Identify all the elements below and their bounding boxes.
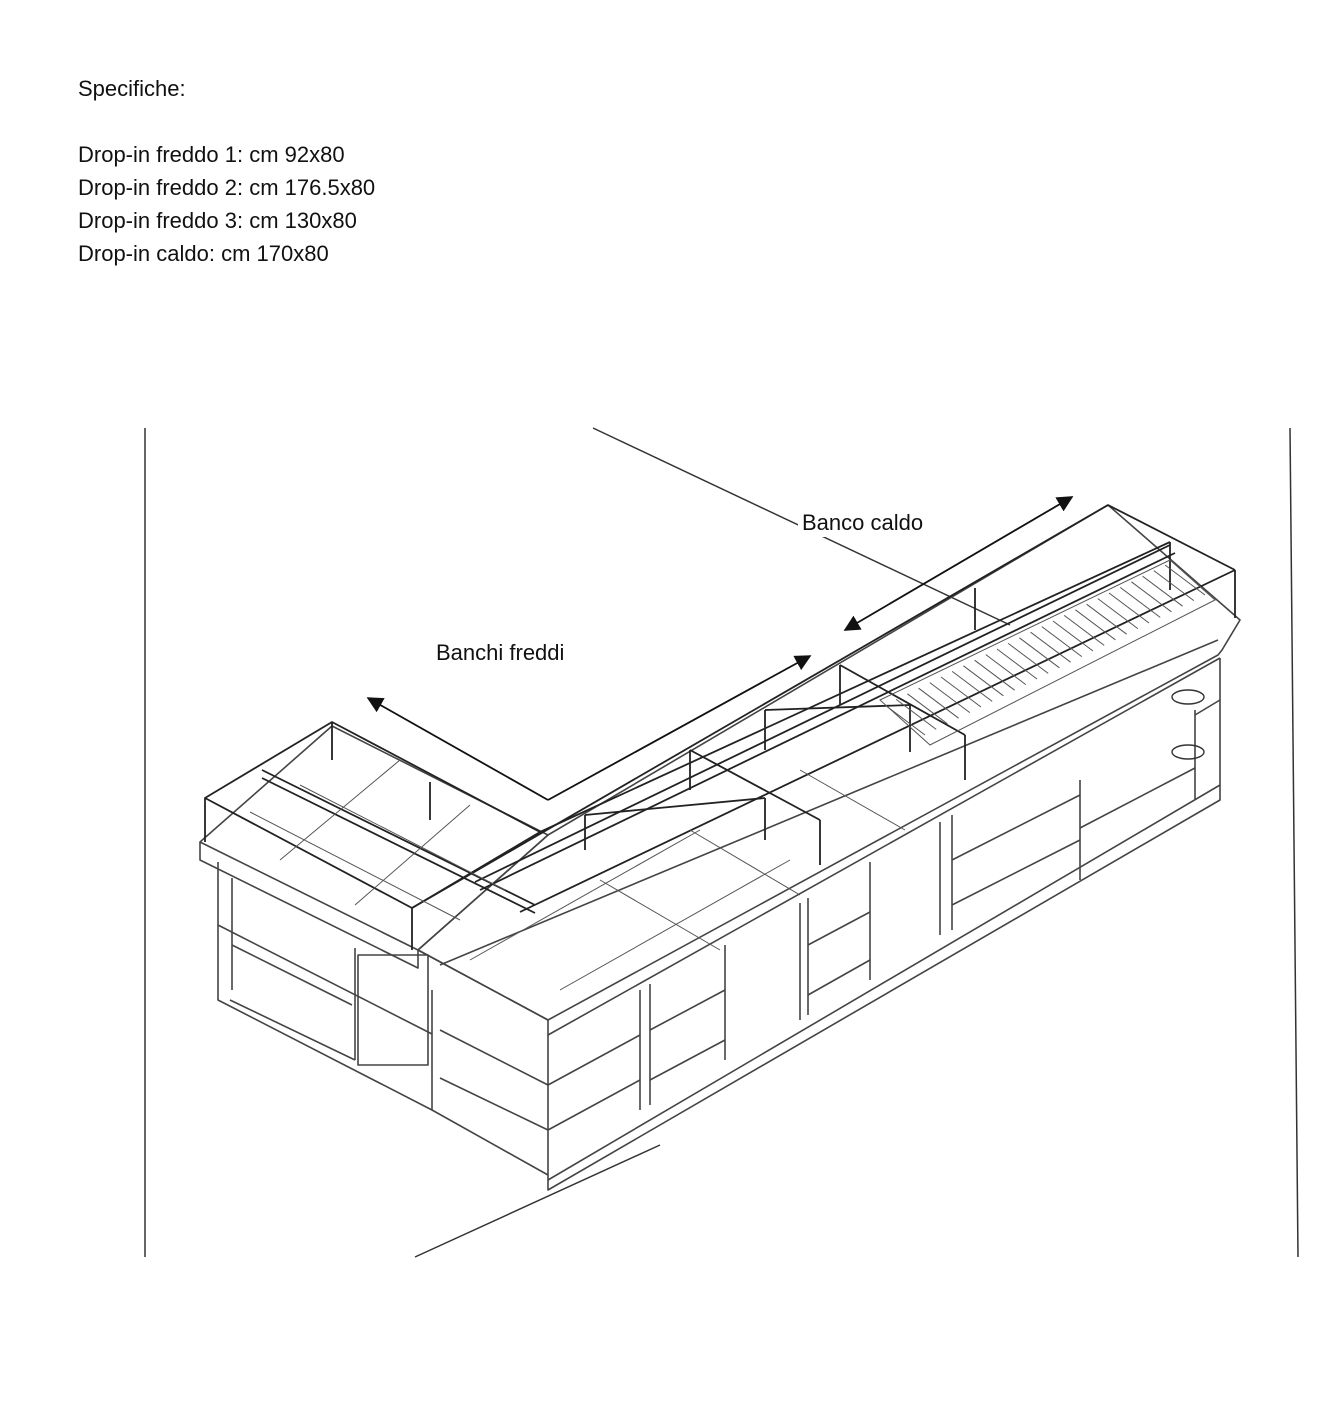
spec-line-caldo: Drop-in caldo: cm 170x80: [78, 241, 329, 266]
grill-slat: [1131, 582, 1171, 612]
grill-slat: [896, 699, 936, 729]
grill-slat: [1098, 599, 1138, 629]
counter-end-holes: [1172, 690, 1204, 759]
label-banchi-freddi: Banchi freddi: [436, 640, 565, 665]
specifications-heading: Specifiche:: [78, 76, 186, 101]
sneeze-guards: [205, 505, 1235, 950]
grill-slat: [1120, 587, 1160, 617]
grill-slat: [941, 677, 981, 707]
grill-slat: [907, 694, 947, 724]
spec-line-freddo-2: Drop-in freddo 2: cm 176.5x80: [78, 175, 376, 200]
sheet-frame-lines: [145, 428, 1298, 1257]
spec-line-freddo-1: Drop-in freddo 1: cm 92x80: [78, 142, 345, 167]
grill-slat: [1165, 565, 1205, 595]
grill-slat: [1087, 604, 1127, 634]
grill-slat: [1064, 615, 1104, 645]
cold-right-arrow: [548, 656, 810, 800]
grill-slat: [930, 683, 970, 713]
cold-left-arrow: [368, 698, 548, 800]
grill-slat: [919, 688, 959, 718]
grill-slat: [1109, 593, 1149, 623]
grill-slat: [1143, 576, 1183, 606]
spec-line-freddo-3: Drop-in freddo 3: cm 130x80: [78, 208, 357, 233]
grill-slat: [1075, 610, 1115, 640]
label-banco-caldo: Banco caldo: [802, 510, 924, 535]
grill-slat: [952, 671, 992, 701]
